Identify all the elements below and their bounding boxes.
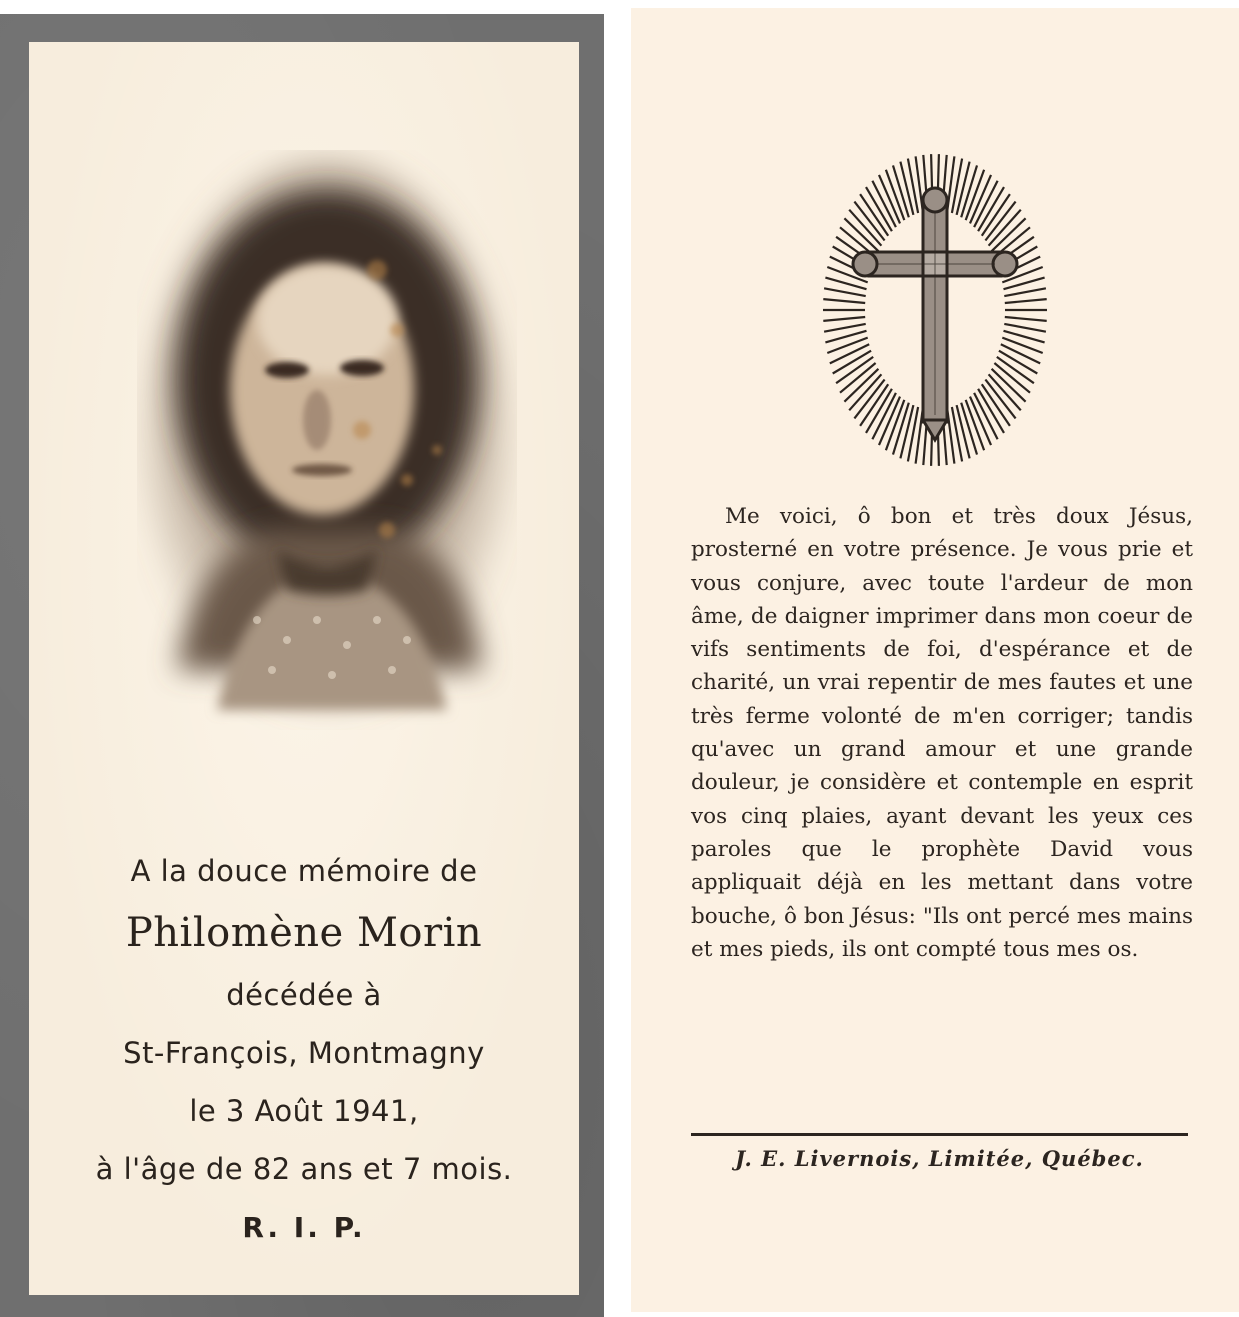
date-line: le 3 Août 1941,	[189, 1094, 419, 1128]
deceased-name: Philomène Morin	[125, 910, 483, 956]
ray-line	[1005, 299, 1047, 303]
prayer-text: Me voici, ô bon et très doux Jésus, prosterné en votre présence. Je vous prie et vous conjure, avec toute l'ardeur de mon âme, de daigner imprimer dans mon coeur de vifs sentiments de foi, d'espérance et de charité, un vrai repentir de mes fautes et une très ferme volonté de m'en corriger; tandis qu'avec un grand amour et une grande douleur, je considère et contemple en esprit vos cinq plaies, ayant devant les yeux ces paroles que le prophète David vous appliquait déjà en les mettant dans votre bouche, ô bon Jésus: "Ils ont percé mes mains et mes pieds, ils ont compté tous mes os.	[691, 504, 1193, 962]
ray-line	[900, 405, 913, 458]
rip-text: R. I. P.	[242, 1211, 366, 1244]
dedication-line: A la douce mémoire de	[130, 854, 478, 888]
radiant-cross-icon	[819, 150, 1051, 470]
ray-line	[823, 299, 865, 303]
ray-line	[1004, 324, 1046, 332]
ray-line	[823, 317, 865, 321]
age-line: à l'âge de 82 ans et 7 mois.	[95, 1152, 513, 1186]
memorial-inscription	[29, 842, 579, 1258]
ray-line	[1001, 344, 1040, 363]
ray-line	[957, 405, 970, 458]
deceased-at-line: décédée à	[226, 978, 382, 1012]
ray-line	[830, 344, 869, 363]
ray-line	[824, 288, 866, 296]
ray-line	[957, 162, 970, 215]
memorial-card-back	[631, 8, 1239, 1312]
ray-line	[1004, 288, 1046, 296]
publisher-credit: J. E. Livernois, Limitée, Québec.	[735, 1146, 1144, 1171]
divider-rule	[691, 1133, 1188, 1136]
ray-line	[1005, 317, 1047, 321]
ray-line	[900, 162, 913, 215]
ray-line	[824, 324, 866, 332]
memorial-card-front	[29, 42, 579, 1295]
place-line: St-François, Montmagny	[123, 1036, 485, 1070]
portrait-photo	[137, 150, 517, 730]
